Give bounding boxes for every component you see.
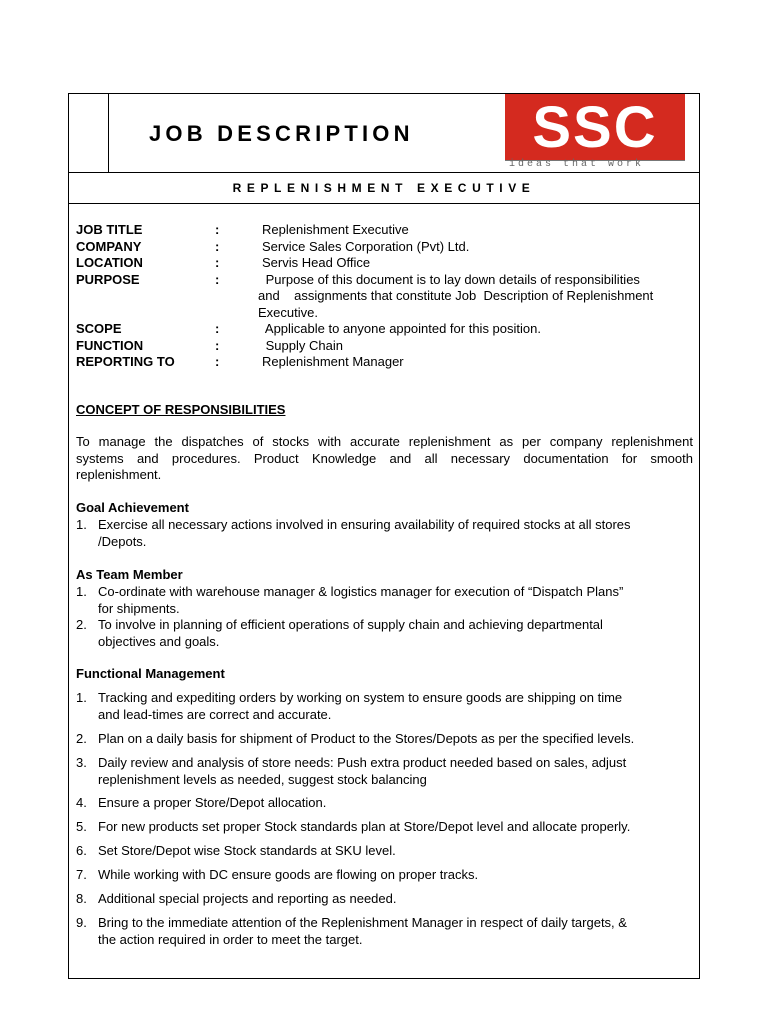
field-location xyxy=(76,255,696,272)
item-line: Daily review and analysis of store needs: Push extra product needed based on sales, adjust xyxy=(98,755,627,770)
item-number: 5. xyxy=(76,819,87,834)
field-job-title xyxy=(76,222,696,239)
field-label: LOCATION xyxy=(76,255,143,270)
field-value-line: Servis Head Office xyxy=(262,255,371,270)
field-value xyxy=(262,255,694,272)
item-line: objectives and goals. xyxy=(98,633,220,649)
document-title: JOB DESCRIPTION xyxy=(149,121,414,146)
item-text xyxy=(98,843,694,860)
intro-line: replenishment. xyxy=(76,467,162,482)
item-text xyxy=(98,867,694,884)
header-left-cell xyxy=(69,94,109,172)
field-label: PURPOSE xyxy=(76,271,140,287)
logo-tagline: ideas that work xyxy=(509,159,645,170)
item-number: 9. xyxy=(76,915,87,930)
job-fields xyxy=(76,222,696,371)
ssc-logo xyxy=(505,94,685,172)
field-label: REPORTING TO xyxy=(76,354,175,369)
item-number: 7. xyxy=(76,867,87,882)
intro-line: systems and procedures. Product Knowledge and all necessary documentation for smooth xyxy=(76,450,693,466)
intro-paragraph xyxy=(76,434,693,484)
item-text xyxy=(98,755,694,788)
field-label: JOB TITLE xyxy=(76,222,143,237)
item-line: for shipments. xyxy=(98,600,180,616)
field-value xyxy=(262,338,694,355)
item-text xyxy=(98,617,694,650)
item-line: Ensure a proper Store/Depot allocation. xyxy=(98,795,327,810)
item-number: 1. xyxy=(76,517,87,532)
field-colon: : xyxy=(215,321,220,336)
item-line: Bring to the immediate attention of the Replenishment Manager in respect of daily targets, & xyxy=(98,915,627,930)
field-label: FUNCTION xyxy=(76,337,144,353)
item-text xyxy=(98,819,694,836)
field-colon: : xyxy=(215,271,220,287)
field-colon: : xyxy=(215,222,220,237)
field-value xyxy=(258,271,694,322)
field-value-line: Replenishment Executive xyxy=(262,222,409,237)
field-function xyxy=(76,338,696,355)
item-number: 6. xyxy=(76,843,87,858)
field-value-line: Replenishment Manager xyxy=(262,354,404,369)
item-text xyxy=(98,795,694,812)
item-number: 8. xyxy=(76,891,87,906)
field-value-line: Purpose of this document is to lay down details of responsibilities xyxy=(262,271,640,287)
item-number: 1. xyxy=(76,690,87,705)
item-number: 4. xyxy=(76,795,87,810)
functional-heading: Functional Management xyxy=(76,666,225,681)
field-purpose xyxy=(76,272,696,322)
header-row xyxy=(69,94,699,173)
item-line: Additional special projects and reporting as needed. xyxy=(98,891,397,906)
logo-tagline-bar xyxy=(505,160,685,172)
position-title: REPLENISHMENT EXECUTIVE xyxy=(232,181,536,195)
field-label: COMPANY xyxy=(76,238,142,254)
field-reporting-to xyxy=(76,354,696,371)
item-number: 3. xyxy=(76,755,87,770)
item-line: replenishment levels as needed, suggest stock balancing xyxy=(98,771,427,787)
item-text xyxy=(98,891,694,908)
team-heading: As Team Member xyxy=(76,567,183,582)
item-line: For new products set proper Stock standards plan at Store/Depot level and allocate properly. xyxy=(98,819,631,834)
item-text xyxy=(98,731,694,748)
item-text xyxy=(98,517,694,550)
field-value xyxy=(262,239,694,256)
item-line: Tracking and expediting orders by working on system to ensure goods are shipping on time xyxy=(98,690,623,705)
item-line: Exercise all necessary actions involved in ensuring availability of required stocks at all stores xyxy=(98,517,631,532)
item-line: the action required in order to meet the target. xyxy=(98,931,363,947)
field-scope xyxy=(76,321,696,338)
field-value-line: Executive. xyxy=(258,304,318,320)
item-line: To involve in planning of efficient operations of supply chain and achieving departmental xyxy=(98,617,603,632)
field-colon: : xyxy=(215,337,220,353)
field-value xyxy=(262,321,694,338)
item-number: 2. xyxy=(76,617,87,632)
position-row xyxy=(69,173,699,204)
field-value xyxy=(262,354,694,371)
field-value-line: Supply Chain xyxy=(262,337,343,353)
field-value-line: Service Sales Corporation (Pvt) Ltd. xyxy=(262,238,470,254)
item-text xyxy=(98,690,694,723)
item-text xyxy=(98,584,694,617)
item-line: While working with DC ensure goods are flowing on proper tracks. xyxy=(98,867,479,882)
field-value xyxy=(262,222,694,239)
item-line: Plan on a daily basis for shipment of Product to the Stores/Depots as per the specified levels. xyxy=(98,731,635,746)
field-colon: : xyxy=(215,238,220,254)
goal-heading: Goal Achievement xyxy=(76,500,189,515)
logo-letters: SSC xyxy=(532,95,658,160)
intro-line: To manage the dispatches of stocks with accurate replenishment as per company replenishment xyxy=(76,434,693,449)
field-company xyxy=(76,239,696,256)
field-colon: : xyxy=(215,255,220,270)
item-text xyxy=(98,915,694,948)
field-label: SCOPE xyxy=(76,321,122,336)
field-value-line: Applicable to anyone appointed for this position. xyxy=(262,321,541,336)
field-value-line: and assignments that constitute Job Description of Replenishment xyxy=(258,288,654,303)
item-number: 1. xyxy=(76,584,87,599)
field-colon: : xyxy=(215,354,220,369)
item-line: /Depots. xyxy=(98,533,147,549)
item-line: Set Store/Depot wise Stock standards at SKU level. xyxy=(98,843,396,858)
item-line: and lead-times are correct and accurate. xyxy=(98,706,332,722)
item-number: 2. xyxy=(76,731,87,746)
item-line: Co-ordinate with warehouse manager & logistics manager for execution of “Dispatch Plans” xyxy=(98,584,624,599)
concept-heading: CONCEPT OF RESPONSIBILITIES xyxy=(76,402,286,417)
